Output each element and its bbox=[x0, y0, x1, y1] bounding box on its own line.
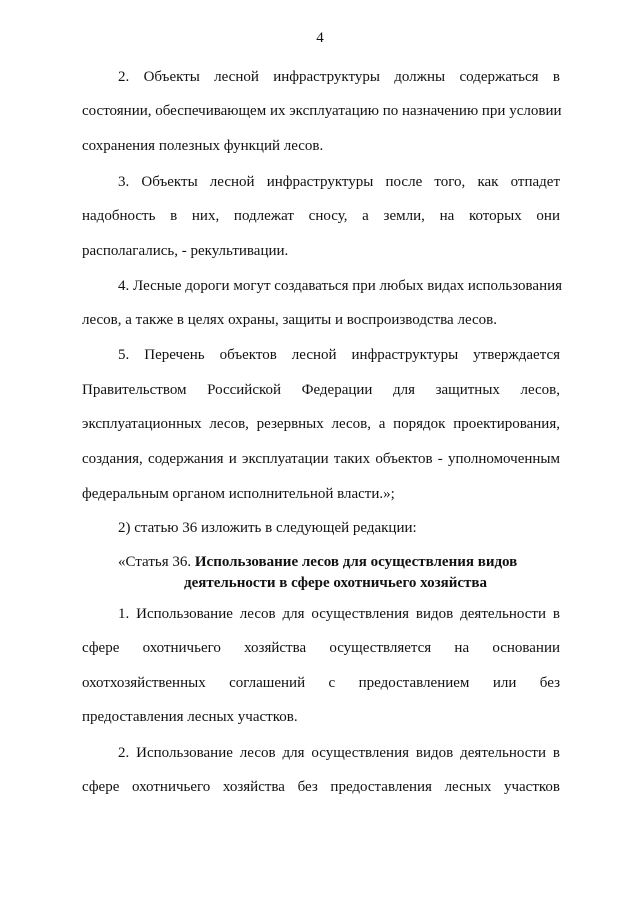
page-number: 4 bbox=[316, 30, 324, 46]
paragraph-2-line-1: 2. Объекты лесной инфраструктуры должны содержаться в bbox=[118, 69, 560, 85]
paragraph-4-line-1: 4. Лесные дороги могут создаваться при любых видах использования bbox=[118, 278, 563, 294]
article-heading bbox=[118, 552, 560, 594]
article-point-1-line-2: сфере охотничьего хозяйства осуществляется на основании bbox=[82, 640, 560, 656]
article-point-1-line-4: предоставления лесных участков. bbox=[82, 709, 298, 725]
article-title-line-1: Использование лесов для осуществления видов bbox=[194, 554, 518, 570]
paragraph-2-line-3: сохранения полезных функций лесов. bbox=[82, 138, 324, 154]
paragraph-5-line-3: эксплуатационных лесов, резервных лесов, а порядок проектирования, bbox=[82, 416, 560, 432]
article-prefix: «Статья 36. bbox=[118, 554, 192, 570]
article-point-2-line-2: сфере охотничьего хозяйства без предоставления лесных участков bbox=[82, 779, 560, 795]
paragraph-5-line-4: создания, содержания и эксплуатации таких объектов - уполномоченным bbox=[82, 451, 560, 467]
paragraph-5-line-2: Правительством Российской Федерации для защитных лесов, bbox=[82, 382, 560, 398]
paragraph-3-line-2: надобность в них, подлежат сносу, а земли, на которых они bbox=[82, 208, 560, 224]
article-point-1-line-1: 1. Использование лесов для осуществления видов деятельности в bbox=[118, 606, 560, 622]
paragraph-3-line-3: располагались, - рекультивации. bbox=[82, 243, 289, 259]
paragraph-5-line-1: 5. Перечень объектов лесной инфраструктуры утверждается bbox=[118, 347, 560, 363]
paragraph-5-line-5: федеральным органом исполнительной власти.»; bbox=[82, 486, 395, 502]
article-point-1-line-3: охотхозяйственных соглашений с предоставлением или без bbox=[82, 675, 560, 691]
amendment-instruction: 2) статью 36 изложить в следующей редакции: bbox=[118, 520, 417, 536]
paragraph-4-line-2: лесов, а также в целях охраны, защиты и воспроизводства лесов. bbox=[82, 312, 497, 328]
paragraph-3-line-1: 3. Объекты лесной инфраструктуры после того, как отпадет bbox=[118, 174, 560, 190]
paragraph-2-line-2: состоянии, обеспечивающем их эксплуатацию по назначению при условии bbox=[82, 103, 562, 119]
article-title-line-2: деятельности в сфере охотничьего хозяйства bbox=[184, 575, 487, 591]
article-point-2-line-1: 2. Использование лесов для осуществления видов деятельности в bbox=[118, 745, 560, 761]
